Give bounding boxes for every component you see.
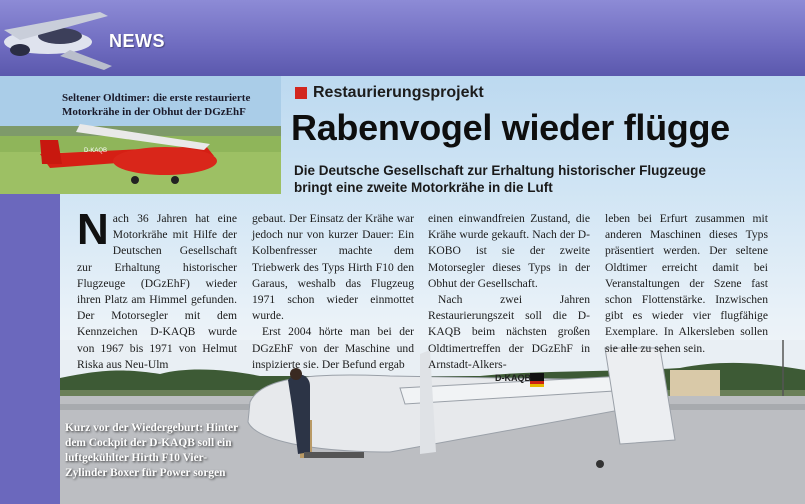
body-column-2 [252, 211, 414, 373]
section-label: NEWS [109, 31, 165, 51]
inset-registration: D-KAQB [84, 148, 108, 154]
main-registration: D-KAQB [495, 373, 531, 383]
main-photo-caption: Kurz vor der Wiedergeburt: Hinter dem Cockpit der D-KAQB soll ein luftgekühlter Hirth F10 Vier-Zylinder Boxer für Power sorgen [65, 422, 238, 479]
inset-caption: Seltener Oldtimer: die erste restaurierte Motorkrähe in der Obhut der DGzEhF [62, 92, 251, 118]
body-column-4 [605, 211, 768, 357]
dropcap: N [77, 205, 109, 254]
col4-paragraph-1: leben bei Erfurt zusammen mit anderen Maschinen dieses Typs präsentiert werden. Der seltene Oldtimer erreicht damit bei Veranstaltungen der Szene fast schon Flottenstärke. Inzwischen gibt es wieder vier flugfähige Exemplare. In Alkersleben sollen sie alle zu sehen sein. [605, 212, 768, 355]
body-column-3 [428, 211, 590, 373]
col2-paragraph-1: gebaut. Der Einsatz der Krähe war jedoch nur von kurzer Dauer: Ein Kolbenfresser machte dem Triebwerk des Typs Hirth F10 den Garaus, weshalb das Flugzeug 1971 schon wieder einmottet wurde. [252, 212, 414, 323]
col3-paragraph-1: einen einwandfreien Zustand, die Krähe wurde gekauft. Nach der D-KOBO ist sie der zweite Motorsegler dieses Typs in der Obhut der Gesellschaft. [428, 212, 590, 290]
kicker: Restaurierungsprojekt [313, 84, 484, 101]
col2-paragraph-2: Erst 2004 hörte man bei der DGzEhF von der Maschine und inspizierte sie. Der Befund ergab [252, 325, 414, 371]
header-airplane-image [0, 0, 120, 76]
col1-paragraph-1: ach 36 Jahren hat eine Motorkrähe mit Hilfe der Deutschen Gesellschaft zur Erhaltung historischer Flugzeuge (DGzEhF) wieder ihren Platz am Himmel gefunden. Der Motorsegler mit dem Kennzeichen D-KAQB wurde von 1967 bis 1971 von Helmut Riska aus Neu-Ulm [77, 212, 237, 371]
deck: Die Deutsche Gesellschaft zur Erhaltung historischer Flugzeuge bringt eine zweite Motorkrähe in die Luft [294, 163, 706, 195]
headline: Rabenvogel wieder flügge [291, 107, 730, 148]
kicker-square [295, 87, 307, 99]
col3-paragraph-2: Nach zwei Jahren Restaurierungszeit soll die D-KAQB beim nächsten großen Oldtimertreffen der DGzEhF in Arnstadt-Alkers- [428, 293, 590, 371]
body-column-1 [77, 205, 237, 373]
